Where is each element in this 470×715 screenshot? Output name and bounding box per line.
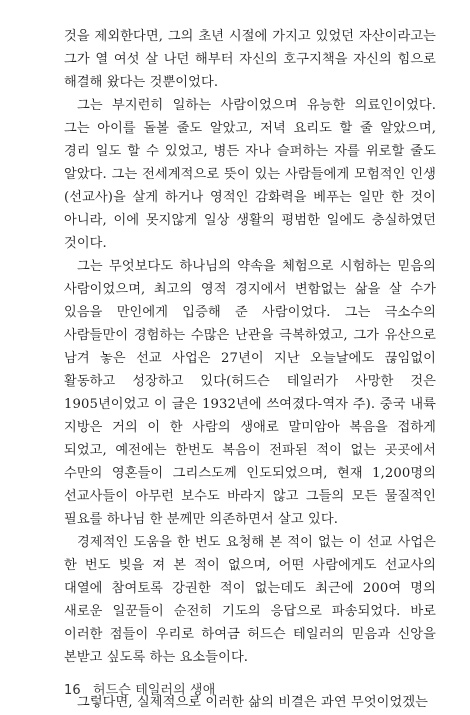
page-number: 16: [64, 683, 81, 698]
paragraph-1: 것을 제외한다면, 그의 초년 시절에 가지고 있었던 자산이라고는 그가 열 여섯 살 나던 해부터 자신의 호구지책을 자신의 힘으로 해결해 왔다는 것뿐이었다.: [64, 29, 436, 90]
paragraph-3: 그는 무엇보다도 하나님의 약속을 체험으로 시험하는 믿음의 사람이었으며, 최고의 영적 경지에서 변함없는 삶을 살 수가 있음을 만인에게 입증해 준 사람이었다. 그는 극소수의 사람들만이 경험하는 수많은 난관을 극복하였고, 그가 유산으로 남겨 놓은 선교 사업은 27년이 지난 오늘날에도 끊임없이 활동하고 성장하고 있다(허드슨 테일러가 사망한 것은 1905년이었고 이 글은 1932년에 쓰여졌다-역자 주). 중국 내륙 지방은 거의 이 한 사람의 생애로 말미암아 복음을 접하게 되었고, 예전에는 한번도 복음이 전파된 적이 없는 곳곳에서 수만의 영혼들이 그리스도께 인도되었으며, 현재 1,200명의 선교사들이 아무런 보수도 바라지 않고 그들의 모든 물질적인 필요를 하나님 한 분께만 의존하면서 살고 있다.: [64, 259, 436, 527]
paragraph-4: 경제적인 도움을 한 번도 요청해 본 적이 없는 이 선교 사업은 한 번도 빚을 져 본 적이 없으며, 어떤 사람에게도 선교사의 대열에 참여토록 강권한 적이 없는데도 최근에 200여 명의 새로운 일꾼들이 순전히 기도의 응답으로 파송되었다. 바로 이러한 점들이 우리로 하여금 허드슨 테일러의 믿음과 신앙을 본받고 싶도록 하는 요소들이다.: [64, 535, 436, 665]
paragraph-5: 그렇다면, 실제적으로 이러한 삶의 비결은 과연 무엇이었겠는: [77, 695, 429, 710]
paragraph-2: 그는 부지런히 일하는 사람이었으며 유능한 의료인이었다. 그는 아이를 돌볼 줄도 알았고, 저녁 요리도 할 줄 알았으며, 경리 일도 할 수 있었고, 병든 자나 슬퍼하는 자를 위로할 줄도 알았다. 그는 전세계적으로 뜻이 있는 사람들에게 모험적인 인생(선교사)을 살게 하거나 영적인 감화력을 베푸는 일만 한 것이 아니라, 이에 못지않게 일상 생활의 평범한 일에도 충실하였던 것이다.: [64, 98, 436, 251]
running-title: 허드슨 테일러의 생애: [92, 683, 216, 698]
page-footer: [64, 679, 215, 702]
